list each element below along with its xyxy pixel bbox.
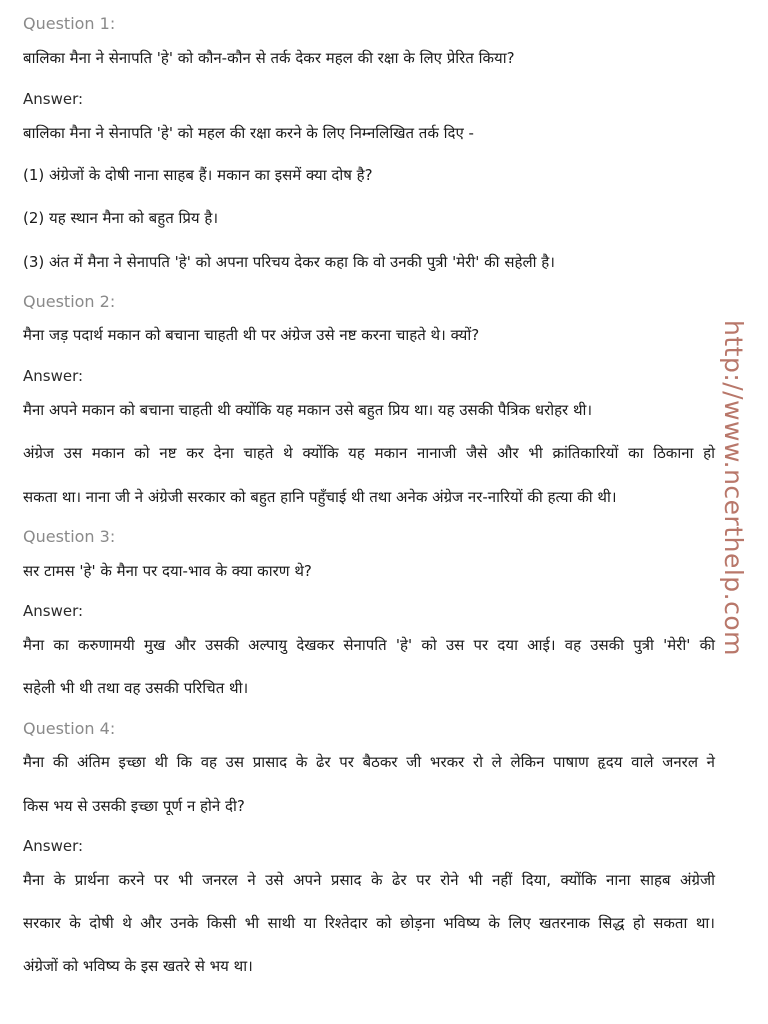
question-3-text: सर टामस 'हे' के मैना पर दया-भाव के क्या कारण थे? (23, 562, 312, 580)
question-2-heading: Question 2: (23, 292, 116, 311)
question-4-heading: Question 4: (23, 719, 116, 738)
answer-3-line-1: मैना का करुणामयी मुख और उसकी अल्पायु देखकर सेनापति 'हे' को उस पर दया आई। वह उसकी पुत्री 'मेरी' की (23, 636, 715, 654)
question-1-heading: Question 1: (23, 14, 116, 33)
answer-4-line-3: अंग्रेजों को भविष्य के इस खतरे से भय था। (23, 957, 253, 975)
answer-2-line-1: मैना अपने मकान को बचाना चाहती थी क्योंकि यह मकान उसे बहुत प्रिय था। यह उसकी पैत्रिक धरोहर थी। (23, 401, 593, 419)
question-3-heading: Question 3: (23, 527, 116, 546)
answer-2-label: Answer: (23, 367, 84, 385)
question-1-text: बालिका मैना ने सेनापति 'हे' को कौन-कौन से तर्क देकर महल की रक्षा के लिए प्रेरित किया? (23, 49, 515, 67)
answer-3-line-2: सहेली भी थी तथा वह उसकी परिचित थी। (23, 679, 249, 697)
answer-1-label: Answer: (23, 90, 84, 108)
watermark-url: http://www.ncerthelp.com (719, 320, 748, 657)
question-4-text-line-2: किस भय से उसकी इच्छा पूर्ण न होने दी? (23, 797, 245, 815)
answer-3-label: Answer: (23, 602, 84, 620)
answer-1-line-1: बालिका मैना ने सेनापति 'हे' को महल की रक्षा करने के लिए निम्नलिखित तर्क दिए - (23, 124, 474, 142)
answer-1-line-3: (2) यह स्थान मैना को बहुत प्रिय है। (23, 209, 219, 227)
answer-4-line-1: मैना के प्रार्थना करने पर भी जनरल ने उसे अपने प्रसाद के ढेर पर रोने भी नहीं दिया, क्योंकि नाना साहब अंग्रेजी (23, 871, 715, 889)
question-2-text: मैना जड़ पदार्थ मकान को बचाना चाहती थी पर अंग्रेज उसे नष्ट करना चाहते थे। क्यों? (23, 326, 480, 344)
answer-1-line-2: (1) अंग्रेजों के दोषी नाना साहब हैं। मकान का इसमें क्या दोष है? (23, 166, 373, 184)
answer-4-line-2: सरकार के दोषी थे और उनके किसी भी साथी या रिश्तेदार को छोड़ना भविष्य के लिए खतरनाक सिद्ध हो सकता था। (23, 914, 715, 932)
answer-4-label: Answer: (23, 837, 84, 855)
answer-1-line-4: (3) अंत में मैना ने सेनापति 'हे' को अपना परिचय देकर कहा कि वो उनकी पुत्री 'मेरी' की सहेली है। (23, 253, 555, 271)
answer-2-line-3: सकता था। नाना जी ने अंग्रेजी सरकार को बहुत हानि पहुँचाई थी तथा अनेक अंग्रेज नर-नारियों की हत्या की थी। (23, 488, 617, 506)
question-4-text-line-1: मैना की अंतिम इच्छा थी कि वह उस प्रासाद के ढेर पर बैठकर जी भरकर रो ले लेकिन पाषाण हृदय वाले जनरल ने (23, 753, 715, 771)
answer-2-line-2: अंग्रेज उस मकान को नष्ट कर देना चाहते थे क्योंकि यह मकान नानाजी जैसे और भी क्रांतिकारियों का ठिकाना हो (23, 444, 715, 462)
